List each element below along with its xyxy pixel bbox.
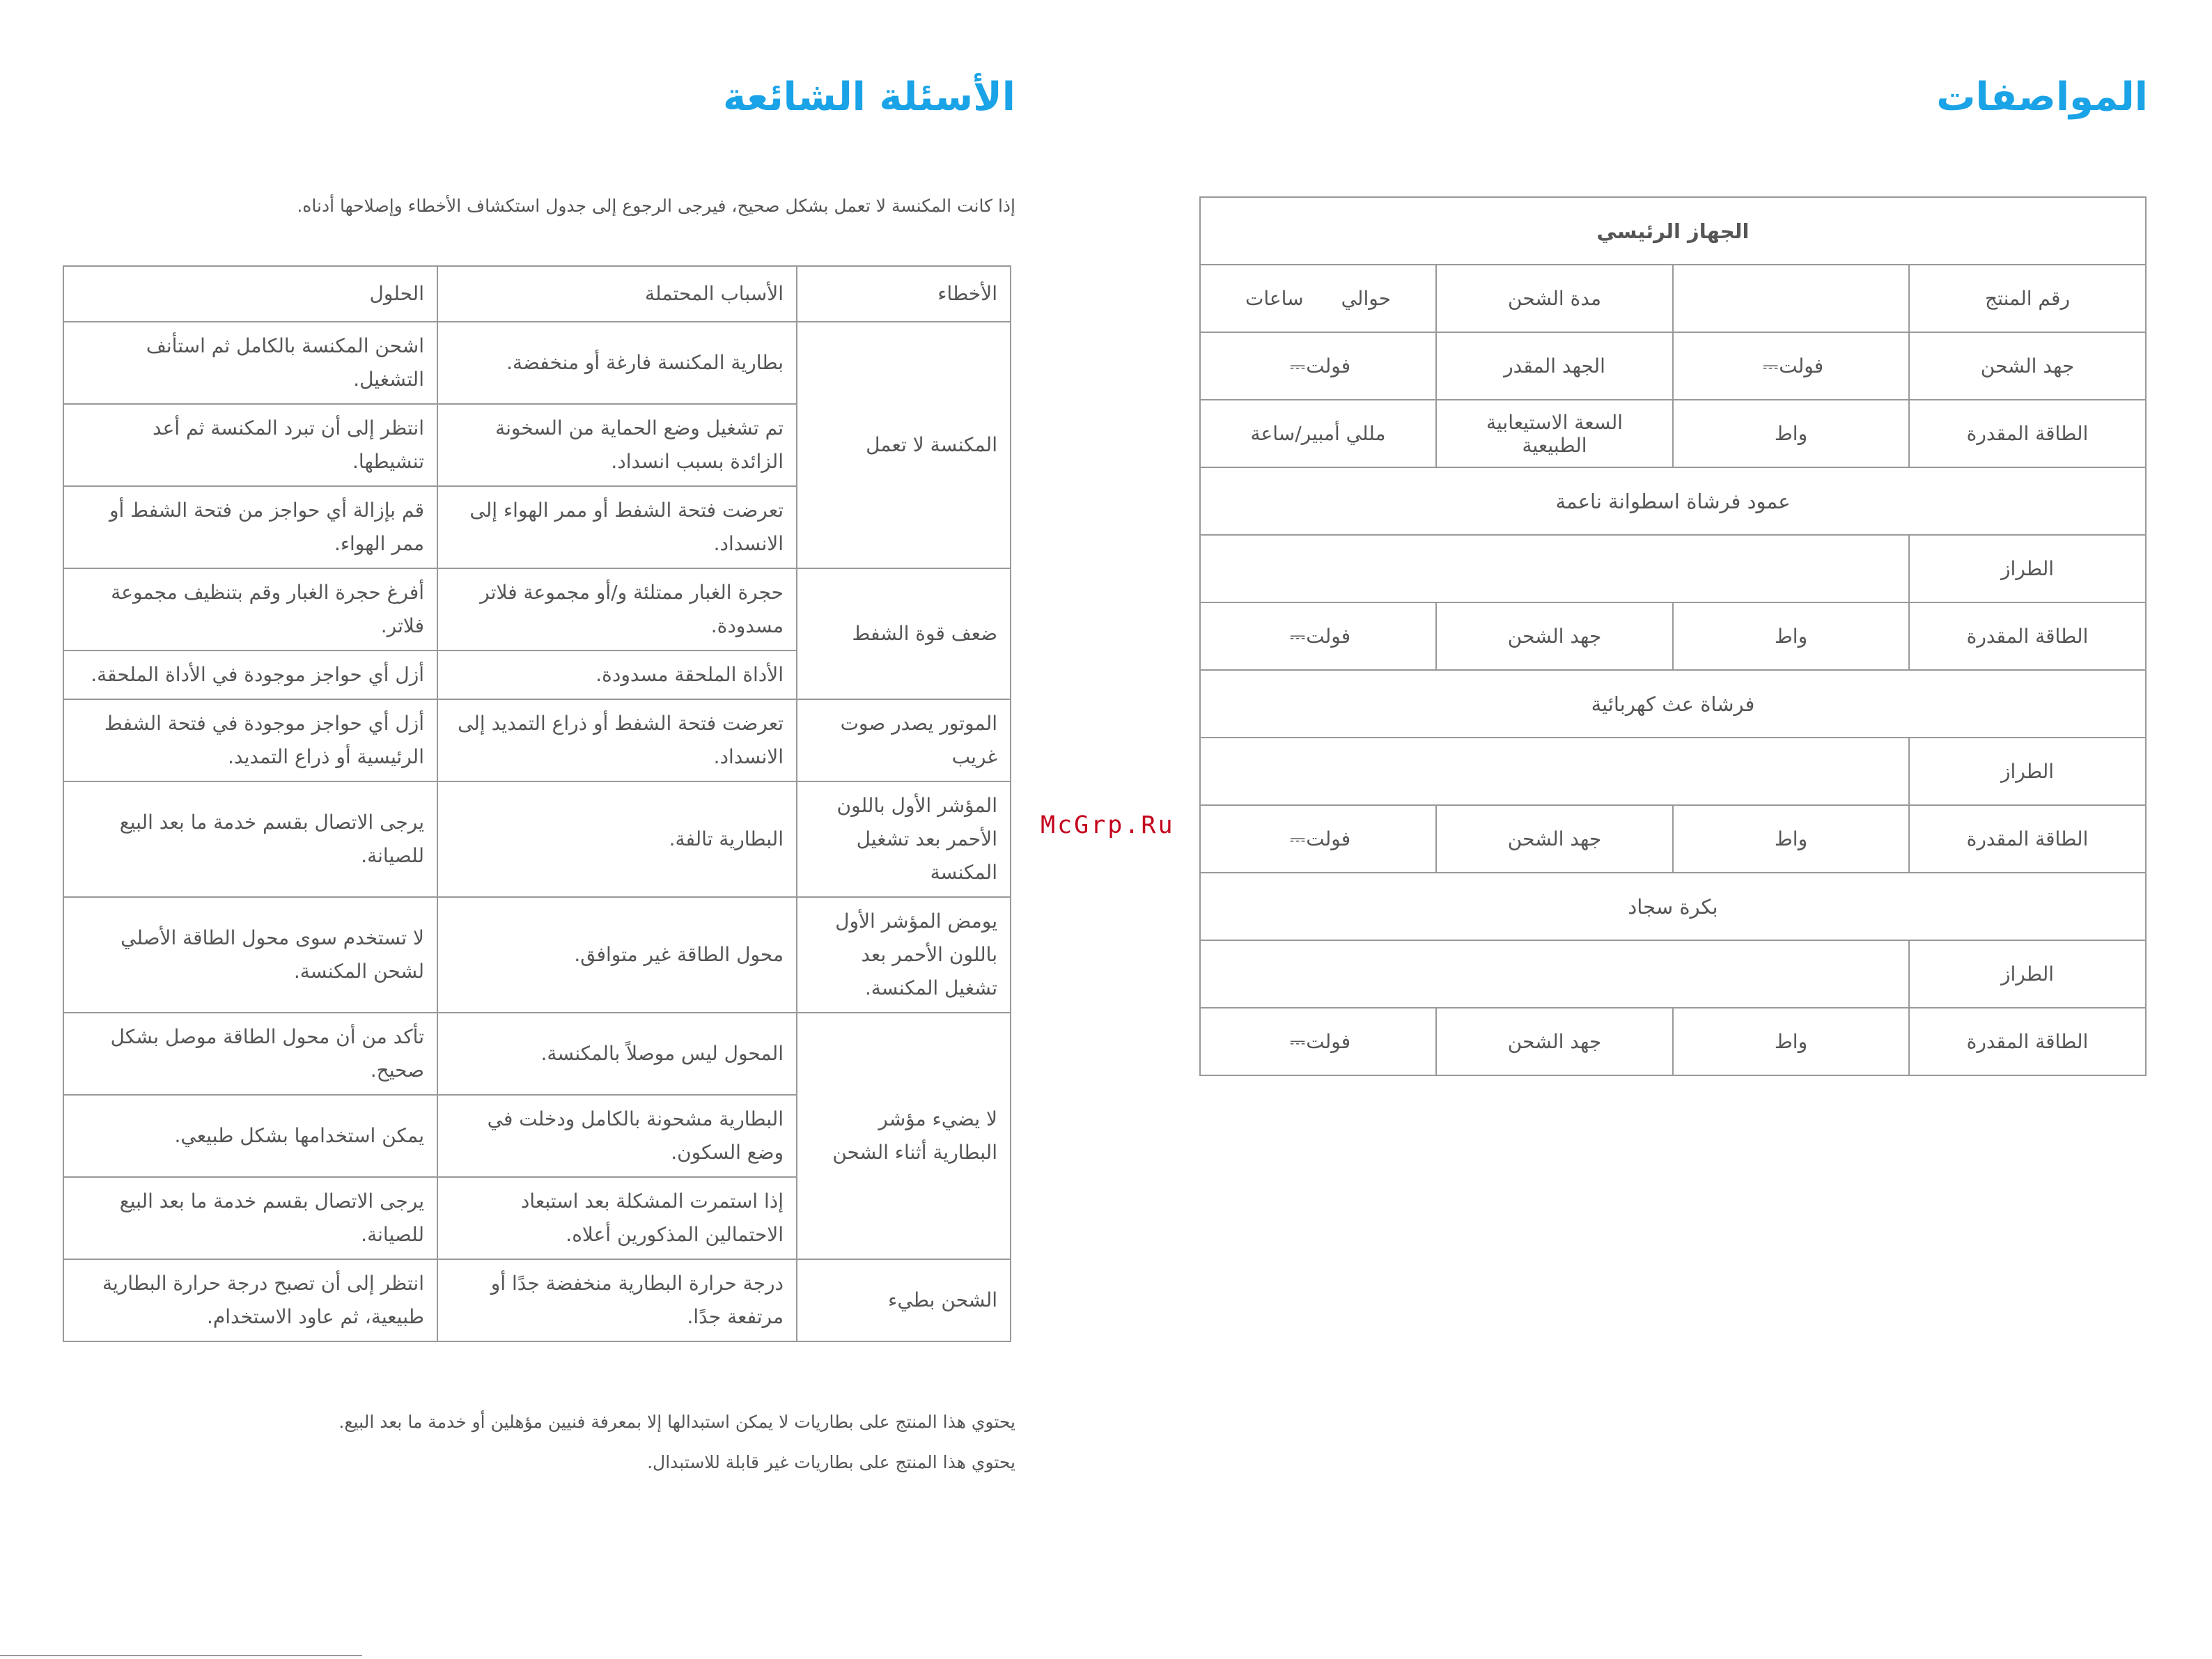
solution-cell: يرجى الاتصال بقسم خدمة ما بعد البيع للصيانة. [63, 1177, 437, 1259]
spec-row [1200, 1008, 2146, 1075]
cause-cell: محول الطاقة غير متوافق. [437, 897, 797, 1013]
capacity-value: مللي أمبير/ساعة [1200, 400, 1436, 467]
cause-cell: البطارية مشحونة بالكامل ودخلت في وضع السكون. [437, 1095, 797, 1177]
table-row [63, 781, 1011, 897]
product-number-value [1673, 265, 1909, 332]
rated-power-label: الطاقة المقدرة [1909, 1008, 2146, 1075]
model-value [1200, 535, 1909, 602]
solution-cell: يرجى الاتصال بقسم خدمة ما بعد البيع للصيانة. [63, 781, 437, 897]
faq-title: الأسئلة الشائعة [723, 75, 1015, 120]
cause-cell: تم تشغيل وضع الحماية من السخونة الزائدة بسبب انسداد. [437, 404, 797, 486]
troubleshooting-table [63, 265, 1011, 1342]
troubleshooting-body [63, 266, 1011, 1341]
cause-cell: الأداة الملحقة مسدودة. [437, 651, 797, 699]
spec-row [1200, 602, 2146, 670]
table-row [63, 897, 1011, 1013]
model-value [1200, 738, 1909, 805]
rated-power-value: واط [1673, 805, 1909, 873]
charge-voltage-value: فولت⎓ [1673, 332, 1909, 400]
model-value [1200, 940, 1909, 1008]
charge-voltage-label: جهد الشحن [1436, 602, 1673, 670]
solution-cell: لا تستخدم سوى محول الطاقة الأصلي لشحن المكنسة. [63, 897, 437, 1013]
rated-power-label: الطاقة المقدرة [1909, 602, 2146, 670]
charge-time-value [1200, 265, 1436, 332]
error-cell: الشحن بطيء [797, 1259, 1011, 1341]
cause-cell: تعرضت فتحة الشفط أو ذراع التمديد إلى الانسداد. [437, 699, 797, 781]
rated-power-value: واط [1673, 1008, 1909, 1075]
spec-row [1200, 940, 2146, 1008]
solution-cell: اشحن المكنسة بالكامل ثم استأنف التشغيل. [63, 322, 437, 404]
specs-title: المواصفات [1936, 75, 2148, 120]
error-cell: المؤشر الأول باللون الأحمر بعد تشغيل المكنسة [797, 781, 1011, 897]
solution-cell: أزل أي حواجز موجودة في فتحة الشفط الرئيسية أو ذراع التمديد. [63, 699, 437, 781]
charge-voltage-value: فولت⎓ [1200, 602, 1436, 670]
spec-row [1200, 265, 2146, 332]
rated-power-label: الطاقة المقدرة [1909, 400, 2146, 467]
battery-note-2: يحتوي هذا المنتج على بطاريات غير قابلة للاستبدال. [647, 1452, 1015, 1472]
accessory-heading-row [1200, 670, 2146, 738]
cause-cell: إذا استمرت المشكلة بعد استبعاد الاحتمالين المذكورين أعلاه. [437, 1177, 797, 1259]
solution-cell: قم بإزالة أي حواجز من فتحة الشفط أو ممر الهواء. [63, 486, 437, 568]
accessory-heading: فرشاة عث كهربائية [1200, 670, 2146, 738]
table-row [63, 568, 1011, 651]
watermark: McGrp.Ru [1041, 811, 1175, 839]
table-row [63, 1259, 1011, 1341]
cause-cell: درجة حرارة البطارية منخفضة جدًا أو مرتفعة جدًا. [437, 1259, 797, 1341]
table-header-row [63, 266, 1011, 322]
main-unit-heading: الجهاز الرئيسي [1200, 197, 2146, 265]
header-causes: الأسباب المحتملة [437, 266, 797, 322]
footer-divider [0, 1655, 362, 1656]
accessory-heading-row [1200, 467, 2146, 535]
solution-cell: انتظر إلى أن تبرد المكنسة ثم أعد تنشيطها. [63, 404, 437, 486]
battery-note-1: يحتوي هذا المنتج على بطاريات لا يمكن استبدالها إلا بمعرفة فنيين مؤهلين أو خدمة ما بعد البيع. [338, 1412, 1015, 1432]
charge-voltage-label: جهد الشحن [1436, 1008, 1673, 1075]
cause-cell: البطارية تالفة. [437, 781, 797, 897]
charge-voltage-label: جهد الشحن [1436, 805, 1673, 873]
charge-voltage-value: فولت⎓ [1200, 805, 1436, 873]
cause-cell: تعرضت فتحة الشفط أو ممر الهواء إلى الانسداد. [437, 486, 797, 568]
solution-cell: انتظر إلى أن تصبح درجة حرارة البطارية طبيعية، ثم عاود الاستخدام. [63, 1259, 437, 1341]
dc-symbol-icon: ⎓ [1289, 624, 1307, 648]
charge-time-label: مدة الشحن [1436, 265, 1673, 332]
accessories-body [1200, 467, 2146, 1075]
model-label: الطراز [1909, 738, 2146, 805]
table-row [63, 699, 1011, 781]
capacity-label: السعة الاستيعابية الطبيعية [1436, 400, 1673, 467]
cause-cell: المحول ليس موصلاً بالمكنسة. [437, 1013, 797, 1095]
accessory-heading: عمود فرشاة اسطوانة ناعمة [1200, 467, 2146, 535]
charge-voltage-value: فولت⎓ [1200, 1008, 1436, 1075]
accessory-heading-row [1200, 873, 2146, 940]
charge-time-unit: ساعات [1245, 287, 1304, 310]
dc-symbol-icon: ⎓ [1289, 827, 1307, 850]
header-errors: الأخطاء [797, 266, 1011, 322]
cause-cell: حجرة الغبار ممتلئة و/أو مجموعة فلاتر مسدودة. [437, 568, 797, 651]
error-cell: ضعف قوة الشفط [797, 568, 1011, 699]
cause-cell: بطارية المكنسة فارغة أو منخفضة. [437, 322, 797, 404]
spec-row [1200, 738, 2146, 805]
dc-symbol-icon: ⎓ [1289, 354, 1307, 377]
charge-voltage-label: جهد الشحن [1909, 332, 2146, 400]
model-label: الطراز [1909, 940, 2146, 1008]
error-cell: لا يضيء مؤشر البطارية أثناء الشحن [797, 1013, 1011, 1259]
faq-intro: إذا كانت المكنسة لا تعمل بشكل صحيح، فيرجى الرجوع إلى جدول استكشاف الأخطاء وإصلاحها أدناه. [297, 196, 1015, 216]
rated-voltage-value: فولت⎓ [1200, 332, 1436, 400]
charge-time-prefix: حوالي [1341, 287, 1392, 310]
table-row [63, 322, 1011, 404]
dc-symbol-icon: ⎓ [1289, 1029, 1307, 1053]
specifications-table [1199, 196, 2147, 1076]
solution-cell: أزل أي حواجز موجودة في الأداة الملحقة. [63, 651, 437, 699]
solution-cell: تأكد من أن محول الطاقة موصل بشكل صحيح. [63, 1013, 437, 1095]
dc-symbol-icon: ⎓ [1762, 354, 1779, 377]
product-number-label: رقم المنتج [1909, 265, 2146, 332]
spec-row [1200, 535, 2146, 602]
table-row [63, 1013, 1011, 1095]
header-solutions: الحلول [63, 266, 437, 322]
spec-row [1200, 332, 2146, 400]
error-cell: يومض المؤشر الأول باللون الأحمر بعد تشغيل المكنسة. [797, 897, 1011, 1013]
accessory-heading: بكرة سجاد [1200, 873, 2146, 940]
solution-cell: أفرغ حجرة الغبار وقم بتنظيف مجموعة فلاتر. [63, 568, 437, 651]
spec-row [1200, 400, 2146, 467]
rated-voltage-label: الجهد المقدر [1436, 332, 1673, 400]
main-unit-heading-row [1200, 197, 2146, 265]
spec-row [1200, 805, 2146, 873]
rated-power-value: واط [1673, 400, 1909, 467]
error-cell: المكنسة لا تعمل [797, 322, 1011, 568]
rated-power-label: الطاقة المقدرة [1909, 805, 2146, 873]
model-label: الطراز [1909, 535, 2146, 602]
error-cell: الموتور يصدر صوت غريب [797, 699, 1011, 781]
solution-cell: يمكن استخدامها بشكل طبيعي. [63, 1095, 437, 1177]
rated-power-value: واط [1673, 602, 1909, 670]
